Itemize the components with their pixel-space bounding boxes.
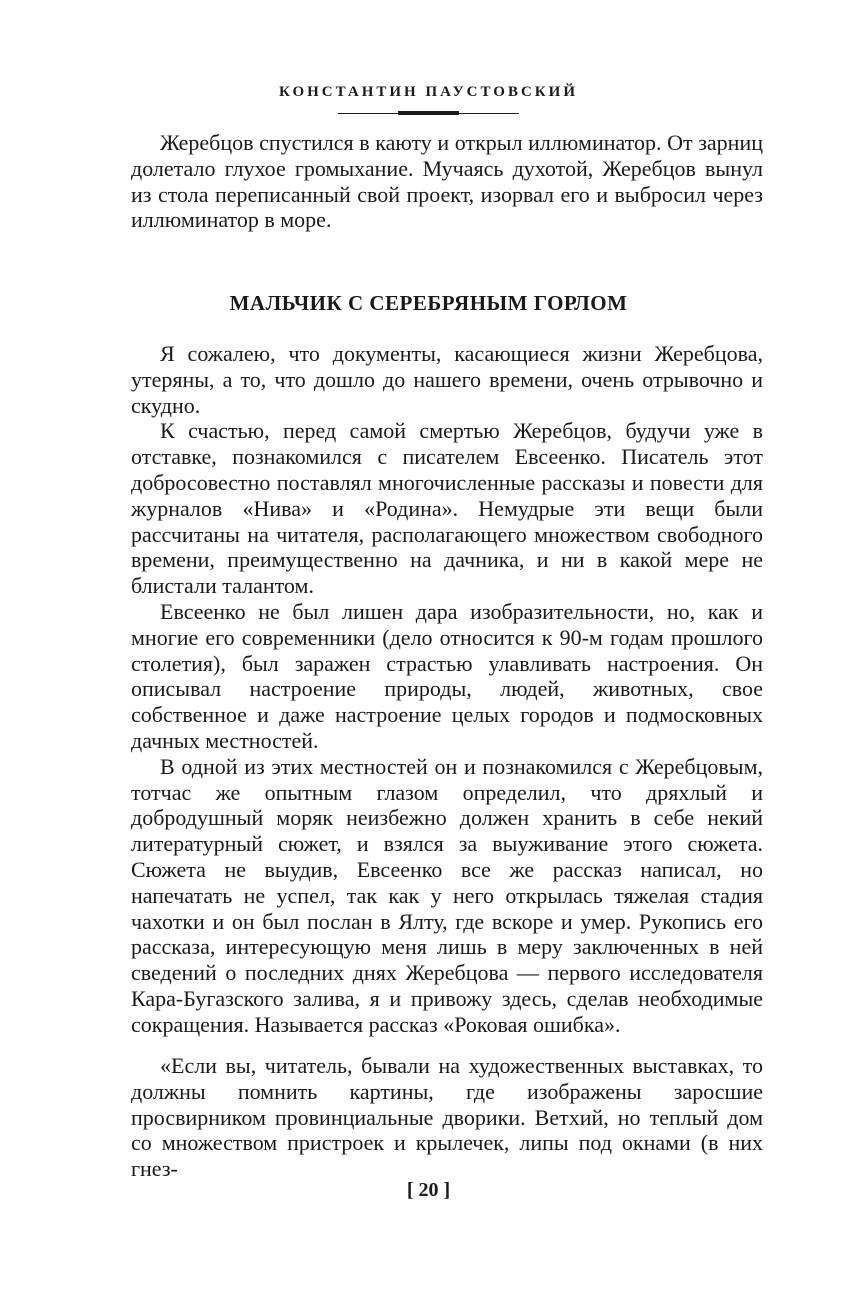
chapter-text-block [131,341,763,1038]
running-head: КОНСТАНТИН ПАУСТОВСКИЙ [278,84,579,100]
paragraph: Я сожалею, что документы, касающиеся жизни Жеребцова, утеряны, а то, что дошло до нашего времени, очень отрывочно и скудно. [131,341,763,418]
paragraph: В одной из этих местностей он и познакомился с Жеребцовым, тотчас же опытным глазом определил, что дряхлый и добродушный моряк неизбежно должен хранить в себе некий литературный сюжет, и взялся за выуживание этого сюжета. Сюжета не выудив, Евсеенко все же рассказ написал, но напечатать не успел, так как у него открылась тяжелая стадия чахотки и он был послан в Ялту, где вскоре и умер. Рукопись его рассказа, интересующую меня лишь в меру заключенных в ней сведений о последних днях Жеребцова — первого исследователя Кара-Бугазского залива, я и привожу здесь, сделав необходимые сокращения. Называется рассказ «Роковая ошибка». [131,753,763,1037]
paragraph: Евсеенко не был лишен дара изобразительности, но, как и многие его современники (дело относится к 90-м годам прошлого столетия), был заражен страстью улавливать настроения. Он описывал настроение природы, людей, животных, свое собственное и даже настроение целых городов и подмосковных дачных местностей. [131,598,763,753]
intro-text-block [131,130,763,233]
chapter-title: МАЛЬЧИК С СЕРЕБРЯНЫМ ГОРЛОМ [229,291,628,315]
running-head-rule-accent [398,111,459,115]
page-number: [ 20 ] [406,1179,451,1201]
quote-paragraph: «Если вы, читатель, бывали на художественных выставках, то должны помнить картины, где изображены заросшие просвирником провинциальные дворики. Ветхий, но теплый дом со множеством пристроек и крылечек, липы под окнами (в них гнез- [131,1053,763,1182]
quote-text-block [131,1053,763,1182]
paragraph: К счастью, перед самой смертью Жеребцов, будучи уже в отставке, познакомился с писателем Евсеенко. Писатель этот добросовестно поставлял многочисленные рассказы и повести для журналов «Нива» и «Родина». Немудрые эти вещи были рассчитаны на читателя, располагающего множеством свободного времени, преимущественно на дачника, и ни в какой мере не блистали талантом. [131,418,763,599]
intro-paragraph: Жеребцов спустился в каюту и открыл иллюминатор. От зарниц долетало глухое громыхание. Мучаясь духотой, Жеребцов вынул из стола переписанный свой проект, изорвал его и выбросил через иллюминатор в море. [131,130,763,233]
